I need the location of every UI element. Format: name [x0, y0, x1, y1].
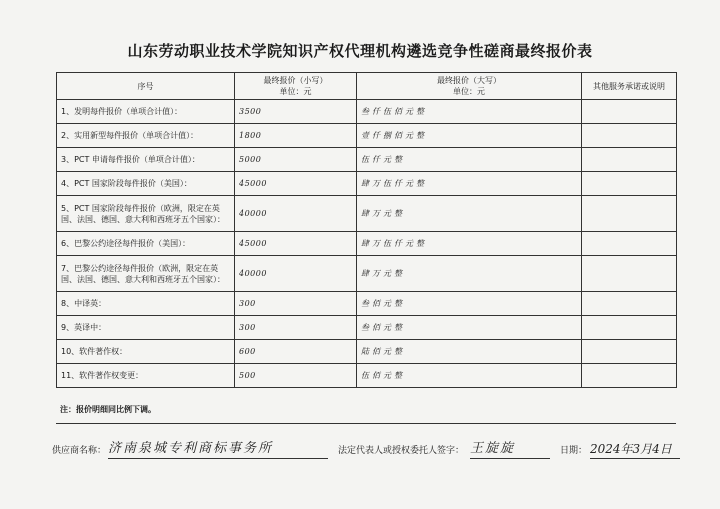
table-row [57, 292, 677, 316]
row-big-amount: 肆万伍仟元整 [357, 172, 582, 196]
table-row [57, 172, 677, 196]
rep-label: 法定代表人或授权委托人签字： [338, 446, 465, 456]
row-big-amount: 肆万伍仟元整 [357, 232, 582, 256]
row-item: 7、巴黎公约途径每件报价（欧洲，限定在英国、法国、德国、意大利和西班牙五个国家）： [57, 256, 235, 292]
row-other-notes [582, 100, 677, 124]
row-other-notes [582, 148, 677, 172]
row-big-amount: 叁佰元整 [357, 316, 582, 340]
row-other-notes [582, 124, 677, 148]
row-big-amount: 陆佰元整 [357, 340, 582, 364]
row-other-notes [582, 172, 677, 196]
row-item: 4、PCT 国家阶段每件报价（美国）： [57, 172, 235, 196]
supplier-signature: 济南泉城专利商标事务所 [108, 440, 328, 459]
row-big-amount: 伍佰元整 [357, 364, 582, 388]
row-other-notes [582, 256, 677, 292]
row-small-amount: 5000 [235, 148, 357, 172]
row-small-amount: 300 [235, 292, 357, 316]
row-other-notes [582, 316, 677, 340]
row-small-amount: 600 [235, 340, 357, 364]
row-small-amount: 300 [235, 316, 357, 340]
row-item: 2、实用新型每件报价（单项合计值）： [57, 124, 235, 148]
date-signature: 2024年3月4日 [590, 440, 680, 459]
row-big-amount: 叁仟伍佰元整 [357, 100, 582, 124]
row-small-amount: 40000 [235, 256, 357, 292]
row-big-amount: 肆万元整 [357, 196, 582, 232]
rep-signature: 王旋旋 [470, 440, 550, 459]
row-other-notes [582, 196, 677, 232]
header-small [235, 73, 357, 100]
row-big-amount: 肆万元整 [357, 256, 582, 292]
row-item: 11、软件著作权变更： [57, 364, 235, 388]
table-row [57, 364, 677, 388]
header-small-label: 最终报价（小写） [263, 76, 328, 85]
row-small-amount: 3500 [235, 100, 357, 124]
header-big-label: 最终报价（大写） [437, 76, 501, 85]
table-row [57, 100, 677, 124]
row-item: 6、巴黎公约途径每件报价（美国）： [57, 232, 235, 256]
row-item: 9、英译中： [57, 316, 235, 340]
row-other-notes [582, 232, 677, 256]
supplier-label: 供应商名称： [52, 446, 107, 456]
table-row [57, 148, 677, 172]
table-row [57, 256, 677, 292]
row-big-amount: 叁佰元整 [357, 292, 582, 316]
row-small-amount: 45000 [235, 172, 357, 196]
page-title: 山东劳动职业技术学院知识产权代理机构遴选竞争性磋商最终报价表 [127, 42, 593, 60]
row-other-notes [582, 340, 677, 364]
table-row [57, 232, 677, 256]
table-row [57, 124, 677, 148]
row-item: 5、PCT 国家阶段每件报价（欧洲，限定在英国、法国、德国、意大利和西班牙五个国家）： [57, 196, 235, 232]
table-row [57, 316, 677, 340]
row-other-notes [582, 292, 677, 316]
row-small-amount: 45000 [235, 232, 357, 256]
note-text: 注：报价明细同比例下调。 [60, 405, 156, 414]
row-small-amount: 500 [235, 364, 357, 388]
row-item: 8、中译英： [57, 292, 235, 316]
table-header-row [57, 73, 677, 100]
row-big-amount: 伍仟元整 [357, 148, 582, 172]
row-item: 10、软件著作权： [57, 340, 235, 364]
table-row [57, 196, 677, 232]
row-small-amount: 40000 [235, 196, 357, 232]
date-label: 日期： [560, 446, 588, 456]
header-big [357, 73, 582, 100]
row-small-amount: 1800 [235, 124, 357, 148]
header-big-unit: 单位：元 [453, 87, 485, 96]
row-item: 3、PCT 申请每件报价（单项合计值）： [57, 148, 235, 172]
table-row [57, 340, 677, 364]
header-other: 其他服务承诺或说明 [582, 73, 677, 100]
row-item: 1、发明每件报价（单项合计值）： [57, 100, 235, 124]
header-small-unit: 单位：元 [279, 87, 312, 96]
row-other-notes [582, 364, 677, 388]
quote-table [56, 72, 677, 388]
row-big-amount: 壹仟捌佰元整 [357, 124, 582, 148]
footer-divider [56, 423, 676, 424]
header-seq: 序号 [57, 73, 235, 100]
